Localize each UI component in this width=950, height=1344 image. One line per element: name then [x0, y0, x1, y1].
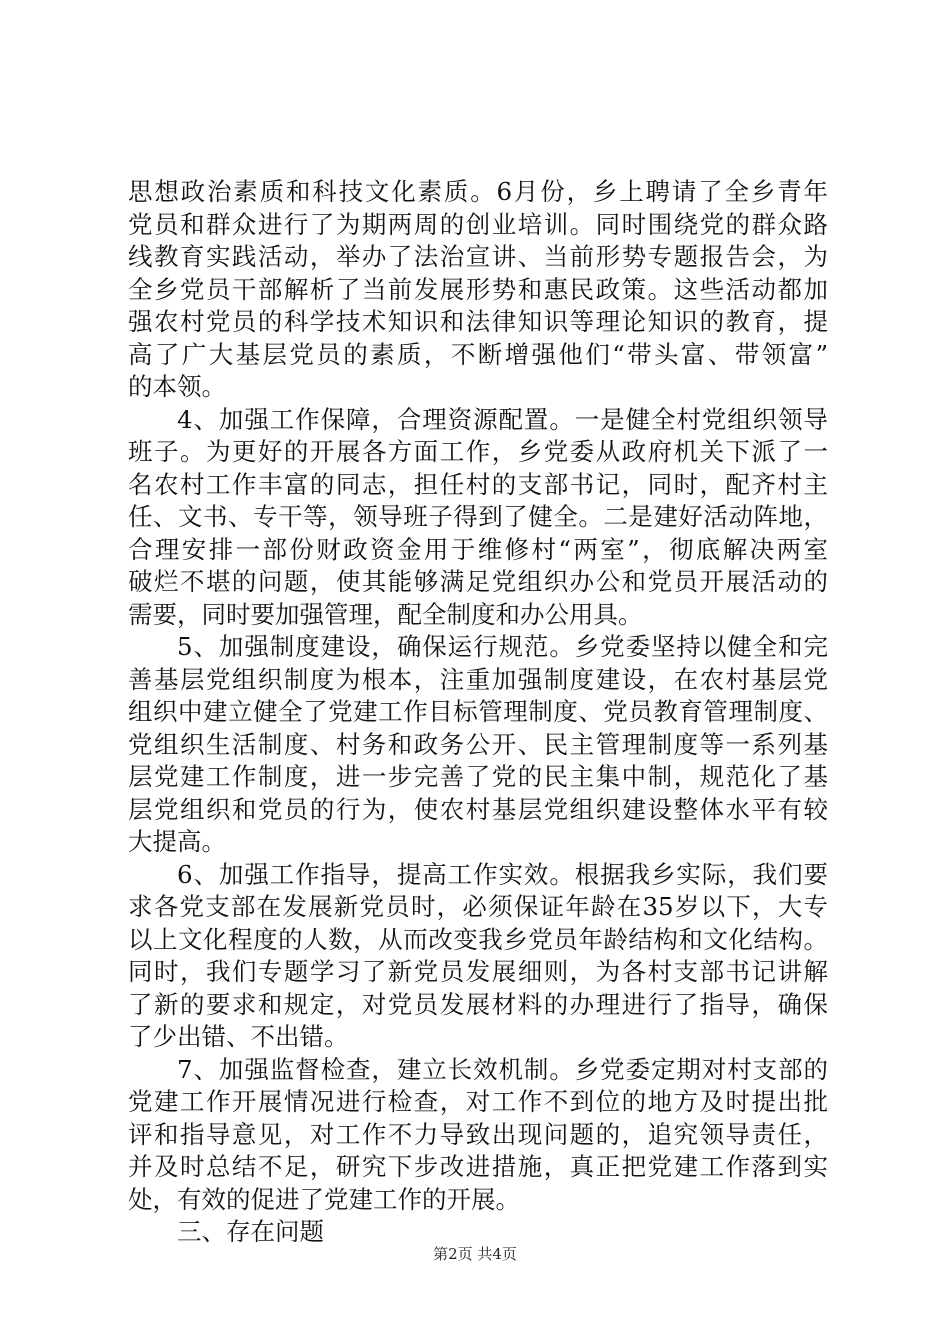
body-line: 了少出错、不出错。: [128, 1022, 349, 1051]
body-line: 高了广大基层党员的素质，不断增强他们“带头富、带领富”: [128, 339, 828, 369]
page-number-label: 第2页 共4页: [433, 1245, 517, 1263]
body-line: 并及时总结不足，研究下步改进措施，真正把党建工作落到实: [128, 1152, 828, 1181]
body-line: 求各党支部在发展新党员时，必须保证年龄在35岁以下，大专: [128, 892, 828, 921]
page-footer: [0, 1244, 950, 1264]
body-line: 班子。为更好的开展各方面工作，乡党委从政府机关下派了一: [128, 437, 828, 466]
body-line: 思想政治素质和科技文化素质。6月份，乡上聘请了全乡青年: [128, 177, 828, 206]
body-line: 以上文化程度的人数，从而改变我乡党员年龄结构和文化结构。: [128, 924, 828, 954]
body-line: 需要，同时要加强管理，配全制度和办公用具。: [128, 599, 643, 629]
body-line: 名农村工作丰富的同志，担任村的支部书记，同时，配齐村主: [128, 469, 828, 499]
body-line: 破烂不堪的问题，使其能够满足党组织办公和党员开展活动的: [128, 567, 828, 596]
paragraph-5-heading-line: 5、加强制度建设，确保运行规范。乡党委坚持以健全和完: [177, 632, 828, 661]
section-heading-existing-problems: 三、存在问题: [177, 1217, 324, 1246]
body-line: 层党组织和党员的行为，使农村基层党组织建设整体水平有较: [128, 794, 828, 824]
body-line: 大提高。: [128, 827, 226, 856]
paragraph-4-heading-line: 4、加强工作保障，合理资源配置。一是健全村党组织领导: [177, 404, 828, 434]
body-line: 同时，我们专题学习了新党员发展细则，为各村支部书记讲解: [128, 957, 828, 986]
body-line: 组织中建立健全了党建工作目标管理制度、党员教育管理制度、: [128, 697, 828, 726]
document-body: [128, 176, 828, 1249]
body-line: 层党建工作制度，进一步完善了党的民主集中制，规范化了基: [128, 762, 828, 791]
body-line: 党组织生活制度、村务和政务公开、民主管理制度等一系列基: [128, 729, 828, 759]
paragraph-6-heading-line: 6、加强工作指导，提高工作实效。根据我乡实际，我们要: [177, 859, 828, 889]
body-line: 线教育实践活动，举办了法治宣讲、当前形势专题报告会，为: [128, 242, 828, 271]
body-line: 了新的要求和规定，对党员发展材料的办理进行了指导，确保: [128, 989, 828, 1019]
body-line: 全乡党员干部解析了当前发展形势和惠民政策。这些活动都加: [128, 274, 828, 304]
body-line: 党员和群众进行了为期两周的创业培训。同时围绕党的群众路: [128, 209, 828, 239]
body-line: 善基层党组织制度为根本，注重加强制度建设，在农村基层党: [128, 664, 828, 694]
body-line: 处，有效的促进了党建工作的开展。: [128, 1184, 520, 1214]
body-line: 强农村党员的科学技术知识和法律知识等理论知识的教育，提: [128, 307, 828, 336]
body-line: 合理安排一部份财政资金用于维修村“两室”，彻底解决两室: [128, 534, 828, 564]
body-line: 任、文书、专干等，领导班子得到了健全。二是建好活动阵地，: [128, 502, 828, 531]
body-line: 党建工作开展情况进行检查，对工作不到位的地方及时提出批: [128, 1087, 828, 1116]
paragraph-7-heading-line: 7、加强监督检查，建立长效机制。乡党委定期对村支部的: [177, 1054, 828, 1084]
body-line: 的本领。: [128, 372, 226, 401]
body-line: 评和指导意见，对工作不力导致出现问题的，追究领导责任，: [128, 1119, 828, 1149]
